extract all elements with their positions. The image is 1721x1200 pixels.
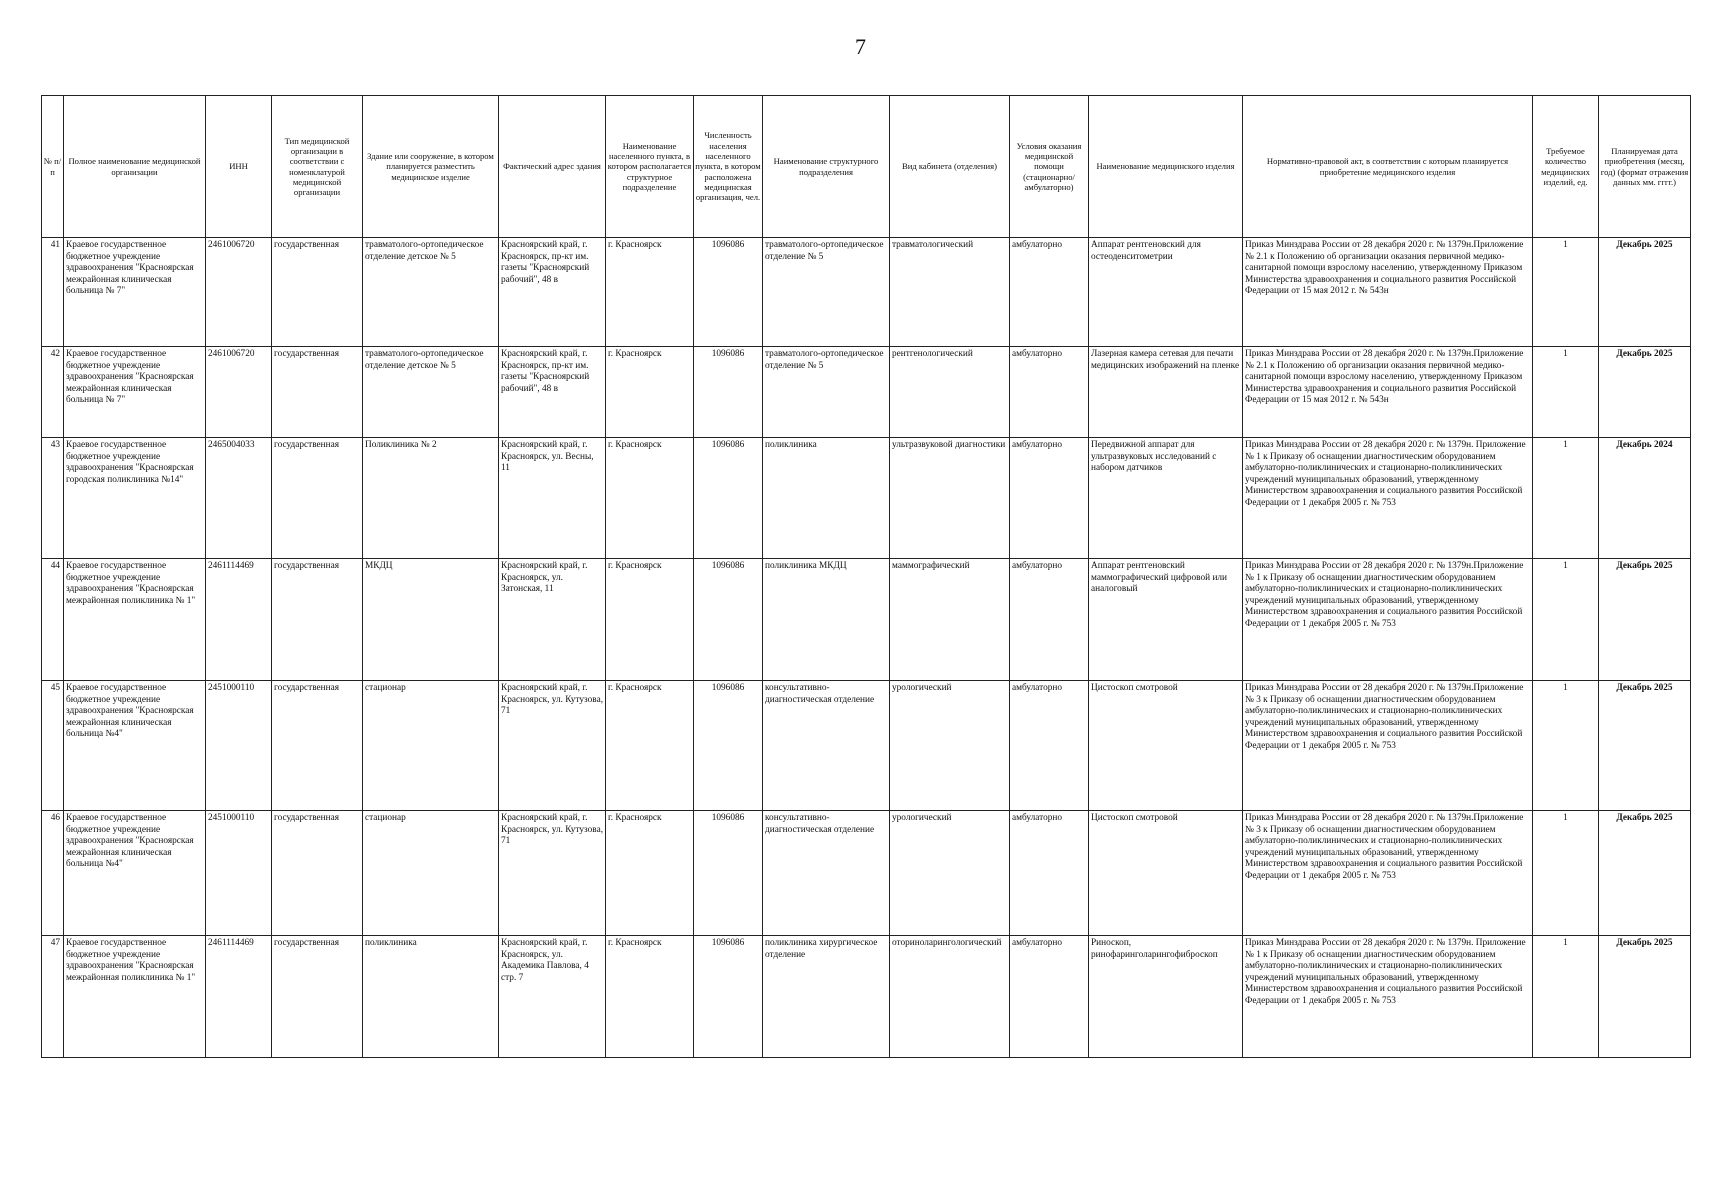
cell-city: г. Красноярск bbox=[606, 681, 694, 811]
cell-quantity: 1 bbox=[1533, 559, 1599, 681]
header-col-inn: ИНН bbox=[206, 96, 272, 238]
cell-conditions: амбулаторно bbox=[1010, 438, 1089, 559]
cell-number: 44 bbox=[42, 559, 64, 681]
table-row bbox=[42, 811, 1691, 936]
cell-conditions: амбулаторно bbox=[1010, 681, 1089, 811]
cell-date: Декабрь 2025 bbox=[1599, 238, 1691, 347]
cell-device: Аппарат рентгеновский маммографический цифровой или аналоговый bbox=[1089, 559, 1243, 681]
table-header-row bbox=[42, 96, 1691, 238]
cell-building: Поликлиника № 2 bbox=[363, 438, 499, 559]
cell-legal-act: Приказ Минздрава России от 28 декабря 2020 г. № 1379н.Приложение № 3 к Приказу об оснащении диагностическим оборудованием амбулаторно-поликлинических и стационарно-поликлинических учреждений муниципальных образований, утвержденному Министерством здравоохранения и социального развития Российской Федерации от 1 декабря 2005 г. № 753 bbox=[1243, 811, 1533, 936]
cell-organization: Краевое государственное бюджетное учреждение здравоохранения "Красноярская межрайонная клиническая больница № 7" bbox=[64, 238, 206, 347]
cell-city: г. Красноярск bbox=[606, 238, 694, 347]
cell-legal-act: Приказ Минздрава России от 28 декабря 2020 г. № 1379н.Приложение № 1 к Приказу об оснащении диагностическим оборудованием амбулаторно-поликлинических и стационарно-поликлинических учреждений муниципальных образований, утвержденному Министерством здравоохранения и социального развития Российской Федерации от 1 декабря 2005 г. № 753 bbox=[1243, 559, 1533, 681]
cell-inn: 2465004033 bbox=[206, 438, 272, 559]
header-col-address: Фактический адрес здания bbox=[499, 96, 606, 238]
cell-address: Красноярский край, г. Красноярск, ул. Кутузова, 71 bbox=[499, 811, 606, 936]
cell-device: Цистоскоп смотровой bbox=[1089, 811, 1243, 936]
cell-population: 1096086 bbox=[694, 559, 763, 681]
cell-cabinet: урологический bbox=[890, 811, 1010, 936]
cell-quantity: 1 bbox=[1533, 681, 1599, 811]
header-col-city: Наименование населенного пункта, в котором располагается структурное подразделение bbox=[606, 96, 694, 238]
cell-number: 43 bbox=[42, 438, 64, 559]
cell-building: травматолого-ортопедическое отделение детское № 5 bbox=[363, 347, 499, 438]
cell-org-type: государственная bbox=[272, 811, 363, 936]
header-col-conditions: Условия оказания медицинской помощи (стационарно/ амбулаторно) bbox=[1010, 96, 1089, 238]
table-row bbox=[42, 559, 1691, 681]
cell-device: Риноскоп, ринофаринголарингофиброскоп bbox=[1089, 936, 1243, 1058]
cell-cabinet: оториноларингологический bbox=[890, 936, 1010, 1058]
page-number: 7 bbox=[855, 34, 866, 59]
header-col-device: Наименование медицинского изделия bbox=[1089, 96, 1243, 238]
cell-building: стационар bbox=[363, 811, 499, 936]
cell-org-type: государственная bbox=[272, 438, 363, 559]
cell-number: 42 bbox=[42, 347, 64, 438]
cell-city: г. Красноярск bbox=[606, 811, 694, 936]
cell-device: Цистоскоп смотровой bbox=[1089, 681, 1243, 811]
cell-date: Декабрь 2025 bbox=[1599, 559, 1691, 681]
header-col-number: № п/п bbox=[42, 96, 64, 238]
cell-population: 1096086 bbox=[694, 936, 763, 1058]
cell-population: 1096086 bbox=[694, 347, 763, 438]
cell-population: 1096086 bbox=[694, 438, 763, 559]
header-col-population: Численность населения населенного пункта, в котором расположена медицинская организация, чел. bbox=[694, 96, 763, 238]
cell-legal-act: Приказ Минздрава России от 28 декабря 2020 г. № 1379н. Приложение № 1 к Приказу об оснащении диагностическим оборудованием амбулаторно-поликлинических и стационарно-поликлинических учреждений муниципальных образований, утвержденному Министерством здравоохранения и социального развития Российской Федерации от 1 декабря 2005 г. № 753 bbox=[1243, 936, 1533, 1058]
header-col-org-type: Тип медицинской организации в соответствии с номенклатурой медицинской организации bbox=[272, 96, 363, 238]
equipment-table-container bbox=[41, 95, 1690, 1058]
header-col-quantity: Требуемое количество медицинских изделий, ед. bbox=[1533, 96, 1599, 238]
cell-legal-act: Приказ Минздрава России от 28 декабря 2020 г. № 1379н.Приложение № 3 к Приказу об оснащении диагностическим оборудованием амбулаторно-поликлинических и стационарно-поликлинических учреждений муниципальных образований, утвержденному Министерством здравоохранения и социального развития Российской Федерации от 1 декабря 2005 г. № 753 bbox=[1243, 681, 1533, 811]
header-col-building: Здание или сооружение, в котором планируется разместить медицинское изделие bbox=[363, 96, 499, 238]
cell-date: Декабрь 2024 bbox=[1599, 438, 1691, 559]
cell-unit: поликлиника хирургическое отделение bbox=[763, 936, 890, 1058]
table-row bbox=[42, 438, 1691, 559]
cell-building: травматолого-ортопедическое отделение детское № 5 bbox=[363, 238, 499, 347]
cell-quantity: 1 bbox=[1533, 438, 1599, 559]
cell-device: Аппарат рентгеновский для остеоденситометрии bbox=[1089, 238, 1243, 347]
cell-inn: 2461006720 bbox=[206, 347, 272, 438]
cell-address: Красноярский край, г. Красноярск, ул. Затонская, 11 bbox=[499, 559, 606, 681]
cell-legal-act: Приказ Минздрава России от 28 декабря 2020 г. № 1379н.Приложение № 2.1 к Положению об организации оказания первичной медико-санитарной помощи взрослому населению, утвержденному Приказом Министерства здравоохранения и социального развития Российской Федерации от 15 мая 2012 г. № 543н bbox=[1243, 238, 1533, 347]
equipment-table bbox=[41, 95, 1691, 1058]
table-row bbox=[42, 681, 1691, 811]
cell-unit: травматолого-ортопедическое отделение № 5 bbox=[763, 347, 890, 438]
cell-org-type: государственная bbox=[272, 681, 363, 811]
cell-date: Декабрь 2025 bbox=[1599, 347, 1691, 438]
cell-legal-act: Приказ Минздрава России от 28 декабря 2020 г. № 1379н.Приложение № 2.1 к Положению об организации оказания первичной медико-санитарной помощи взрослому населению, утвержденному Приказом Министерства здравоохранения и социального развития Российской Федерации от 15 мая 2012 г. № 543н bbox=[1243, 347, 1533, 438]
cell-unit: поликлиника МКДЦ bbox=[763, 559, 890, 681]
table-row bbox=[42, 238, 1691, 347]
cell-city: г. Красноярск bbox=[606, 438, 694, 559]
cell-inn: 2451000110 bbox=[206, 681, 272, 811]
cell-cabinet: урологический bbox=[890, 681, 1010, 811]
cell-organization: Краевое государственное бюджетное учреждение здравоохранения "Красноярская межрайонная клиническая больница №4" bbox=[64, 681, 206, 811]
table-row bbox=[42, 347, 1691, 438]
cell-building: стационар bbox=[363, 681, 499, 811]
cell-quantity: 1 bbox=[1533, 238, 1599, 347]
cell-organization: Краевое государственное бюджетное учреждение здравоохранения "Красноярская межрайонная поликлиника № 1" bbox=[64, 936, 206, 1058]
cell-cabinet: травматологический bbox=[890, 238, 1010, 347]
cell-date: Декабрь 2025 bbox=[1599, 936, 1691, 1058]
cell-population: 1096086 bbox=[694, 238, 763, 347]
cell-inn: 2461114469 bbox=[206, 936, 272, 1058]
cell-org-type: государственная bbox=[272, 936, 363, 1058]
header-col-organization: Полное наименование медицинской организации bbox=[64, 96, 206, 238]
cell-quantity: 1 bbox=[1533, 936, 1599, 1058]
cell-inn: 2461114469 bbox=[206, 559, 272, 681]
cell-conditions: амбулаторно bbox=[1010, 811, 1089, 936]
cell-quantity: 1 bbox=[1533, 347, 1599, 438]
cell-number: 47 bbox=[42, 936, 64, 1058]
cell-address: Красноярский край, г. Красноярск, пр-кт им. газеты "Красноярский рабочий", 48 в bbox=[499, 238, 606, 347]
cell-cabinet: рентгенологический bbox=[890, 347, 1010, 438]
cell-population: 1096086 bbox=[694, 681, 763, 811]
cell-device: Лазерная камера сетевая для печати медицинских изображений на пленке bbox=[1089, 347, 1243, 438]
header-col-cabinet: Вид кабинета (отделения) bbox=[890, 96, 1010, 238]
table-body bbox=[42, 238, 1691, 1058]
cell-inn: 2461006720 bbox=[206, 238, 272, 347]
cell-address: Красноярский край, г. Красноярск, ул. Академика Павлова, 4 стр. 7 bbox=[499, 936, 606, 1058]
cell-conditions: амбулаторно bbox=[1010, 559, 1089, 681]
cell-org-type: государственная bbox=[272, 559, 363, 681]
cell-address: Красноярский край, г. Красноярск, ул. Весны, 11 bbox=[499, 438, 606, 559]
cell-organization: Краевое государственное бюджетное учреждение здравоохранения "Красноярская городская поликлиника №14" bbox=[64, 438, 206, 559]
header-col-date: Планируемая дата приобретения (месяц, год) (формат отражения данных мм. гггг.) bbox=[1599, 96, 1691, 238]
cell-city: г. Красноярск bbox=[606, 559, 694, 681]
cell-conditions: амбулаторно bbox=[1010, 238, 1089, 347]
cell-cabinet: маммографический bbox=[890, 559, 1010, 681]
header-col-unit: Наименование структурного подразделения bbox=[763, 96, 890, 238]
cell-number: 45 bbox=[42, 681, 64, 811]
cell-unit: консультативно-диагностическая отделение bbox=[763, 811, 890, 936]
table-row bbox=[42, 936, 1691, 1058]
cell-org-type: государственная bbox=[272, 238, 363, 347]
cell-cabinet: ультразвуковой диагностики bbox=[890, 438, 1010, 559]
cell-conditions: амбулаторно bbox=[1010, 347, 1089, 438]
cell-city: г. Красноярск bbox=[606, 347, 694, 438]
cell-number: 46 bbox=[42, 811, 64, 936]
cell-date: Декабрь 2025 bbox=[1599, 811, 1691, 936]
cell-unit: травматолого-ортопедическое отделение № 5 bbox=[763, 238, 890, 347]
cell-address: Красноярский край, г. Красноярск, ул. Кутузова, 71 bbox=[499, 681, 606, 811]
cell-inn: 2451000110 bbox=[206, 811, 272, 936]
cell-city: г. Красноярск bbox=[606, 936, 694, 1058]
cell-number: 41 bbox=[42, 238, 64, 347]
cell-population: 1096086 bbox=[694, 811, 763, 936]
cell-conditions: амбулаторно bbox=[1010, 936, 1089, 1058]
cell-building: поликлиника bbox=[363, 936, 499, 1058]
cell-organization: Краевое государственное бюджетное учреждение здравоохранения "Красноярская межрайонная поликлиника № 1" bbox=[64, 559, 206, 681]
cell-unit: поликлиника bbox=[763, 438, 890, 559]
cell-device: Передвижной аппарат для ультразвуковых исследований с набором датчиков bbox=[1089, 438, 1243, 559]
cell-quantity: 1 bbox=[1533, 811, 1599, 936]
cell-organization: Краевое государственное бюджетное учреждение здравоохранения "Красноярская межрайонная клиническая больница №4" bbox=[64, 811, 206, 936]
cell-legal-act: Приказ Минздрава России от 28 декабря 2020 г. № 1379н. Приложение № 1 к Приказу об оснащении диагностическим оборудованием амбулаторно-поликлинических и стационарно-поликлинических учреждений муниципальных образований, утвержденному Министерством здравоохранения и социального развития Российской Федерации от 1 декабря 2005 г. № 753 bbox=[1243, 438, 1533, 559]
cell-unit: консультативно-диагностическая отделение bbox=[763, 681, 890, 811]
cell-org-type: государственная bbox=[272, 347, 363, 438]
cell-address: Красноярский край, г. Красноярск, пр-кт им. газеты "Красноярский рабочий", 48 в bbox=[499, 347, 606, 438]
header-col-legal-act: Нормативно-правовой акт, в соответствии с которым планируется приобретение медицинского изделия bbox=[1243, 96, 1533, 238]
cell-organization: Краевое государственное бюджетное учреждение здравоохранения "Красноярская межрайонная клиническая больница № 7" bbox=[64, 347, 206, 438]
cell-date: Декабрь 2025 bbox=[1599, 681, 1691, 811]
cell-building: МКДЦ bbox=[363, 559, 499, 681]
